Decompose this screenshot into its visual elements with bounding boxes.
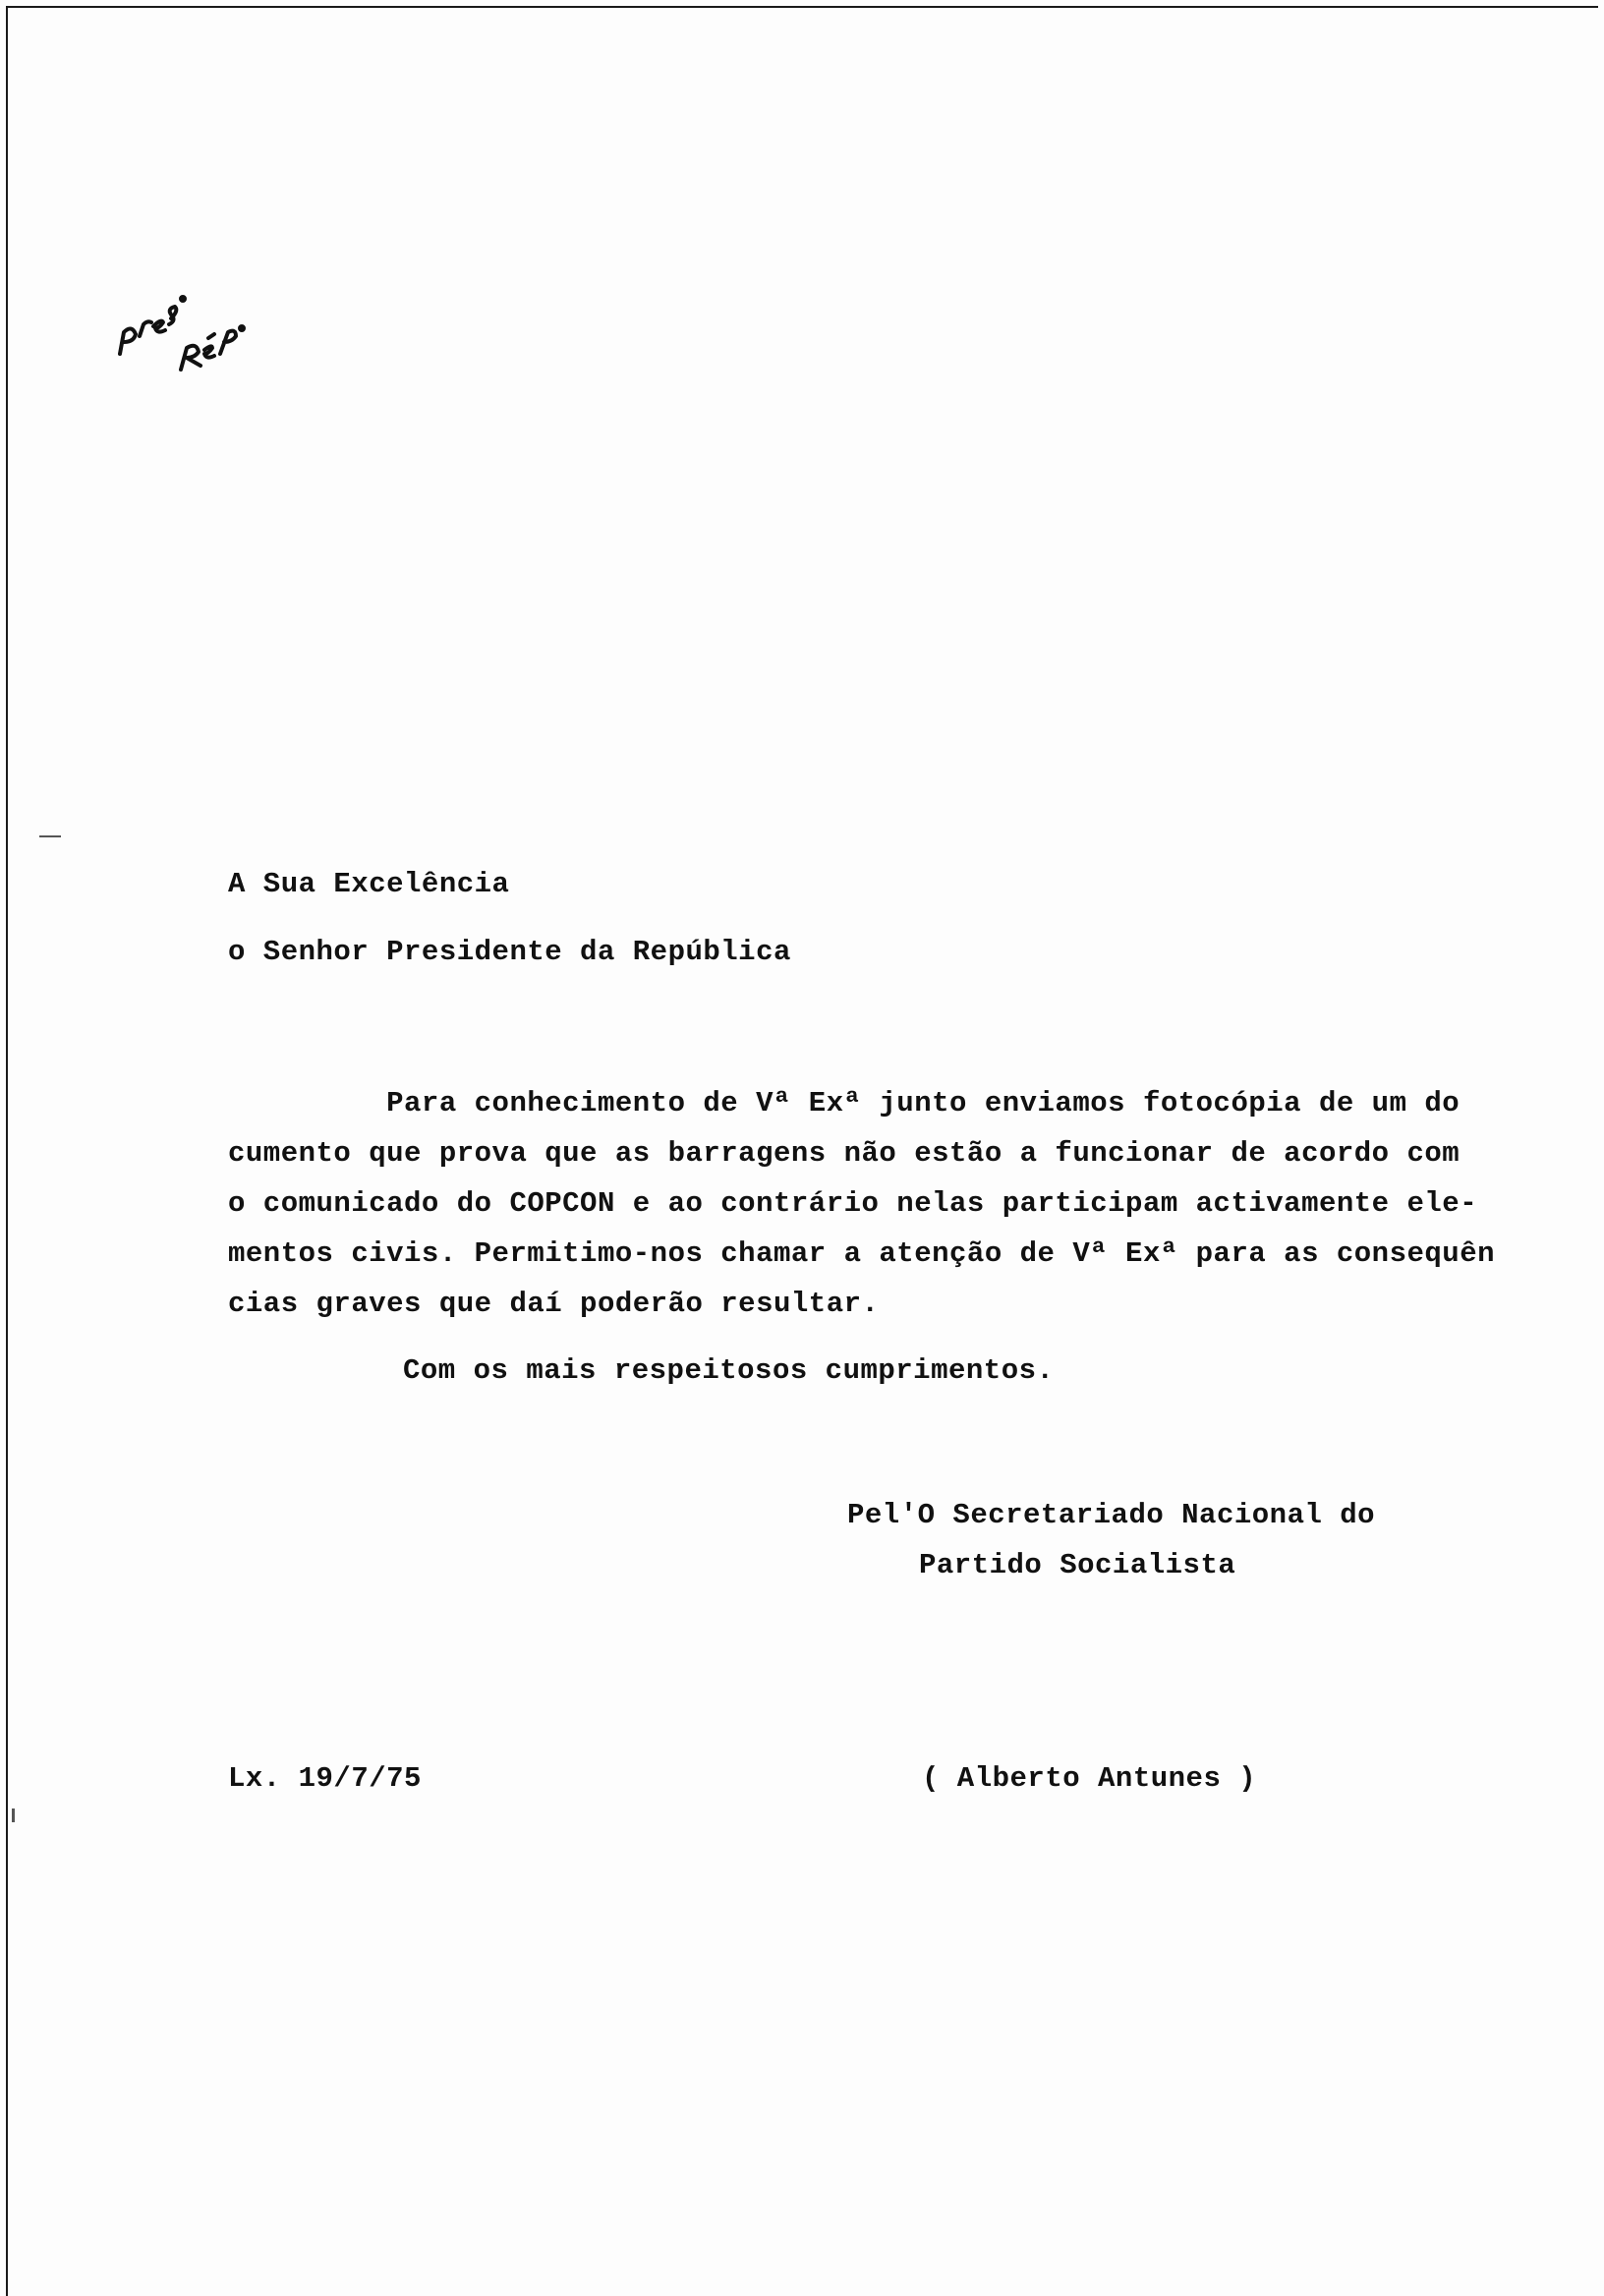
body-line: cumento que prova que as barragens não estão a funcionar de acordo com — [228, 1137, 1461, 1170]
scan-artifact — [12, 1808, 15, 1822]
scan-edge-left — [6, 6, 8, 2296]
scan-artifact — [39, 835, 61, 837]
body-line: mentos civis. Permitimo-nos chamar a atenção de Vª Exª para as consequên — [228, 1237, 1496, 1270]
body-line: Para conhecimento de Vª Exª junto enviamos fotocópia de um do — [228, 1087, 1461, 1119]
closing-salutation: Com os mais respeitosos cumprimentos. — [403, 1354, 1055, 1387]
addressee-line-1: A Sua Excelência — [228, 868, 510, 900]
signer-name: ( Alberto Antunes ) — [922, 1762, 1257, 1795]
body-line: cias graves que daí poderão resultar. — [228, 1288, 880, 1320]
signature-line-2: Partido Socialista — [919, 1549, 1236, 1581]
handwritten-annotation — [110, 263, 258, 391]
addressee-line-2: o Senhor Presidente da República — [228, 936, 791, 968]
document-date: Lx. 19/7/75 — [228, 1762, 422, 1795]
signature-line-1: Pel'O Secretariado Nacional do — [847, 1499, 1376, 1531]
body-line: o comunicado do COPCON e ao contrário nelas participam activamente ele- — [228, 1187, 1478, 1220]
scan-edge-top — [6, 6, 1598, 8]
